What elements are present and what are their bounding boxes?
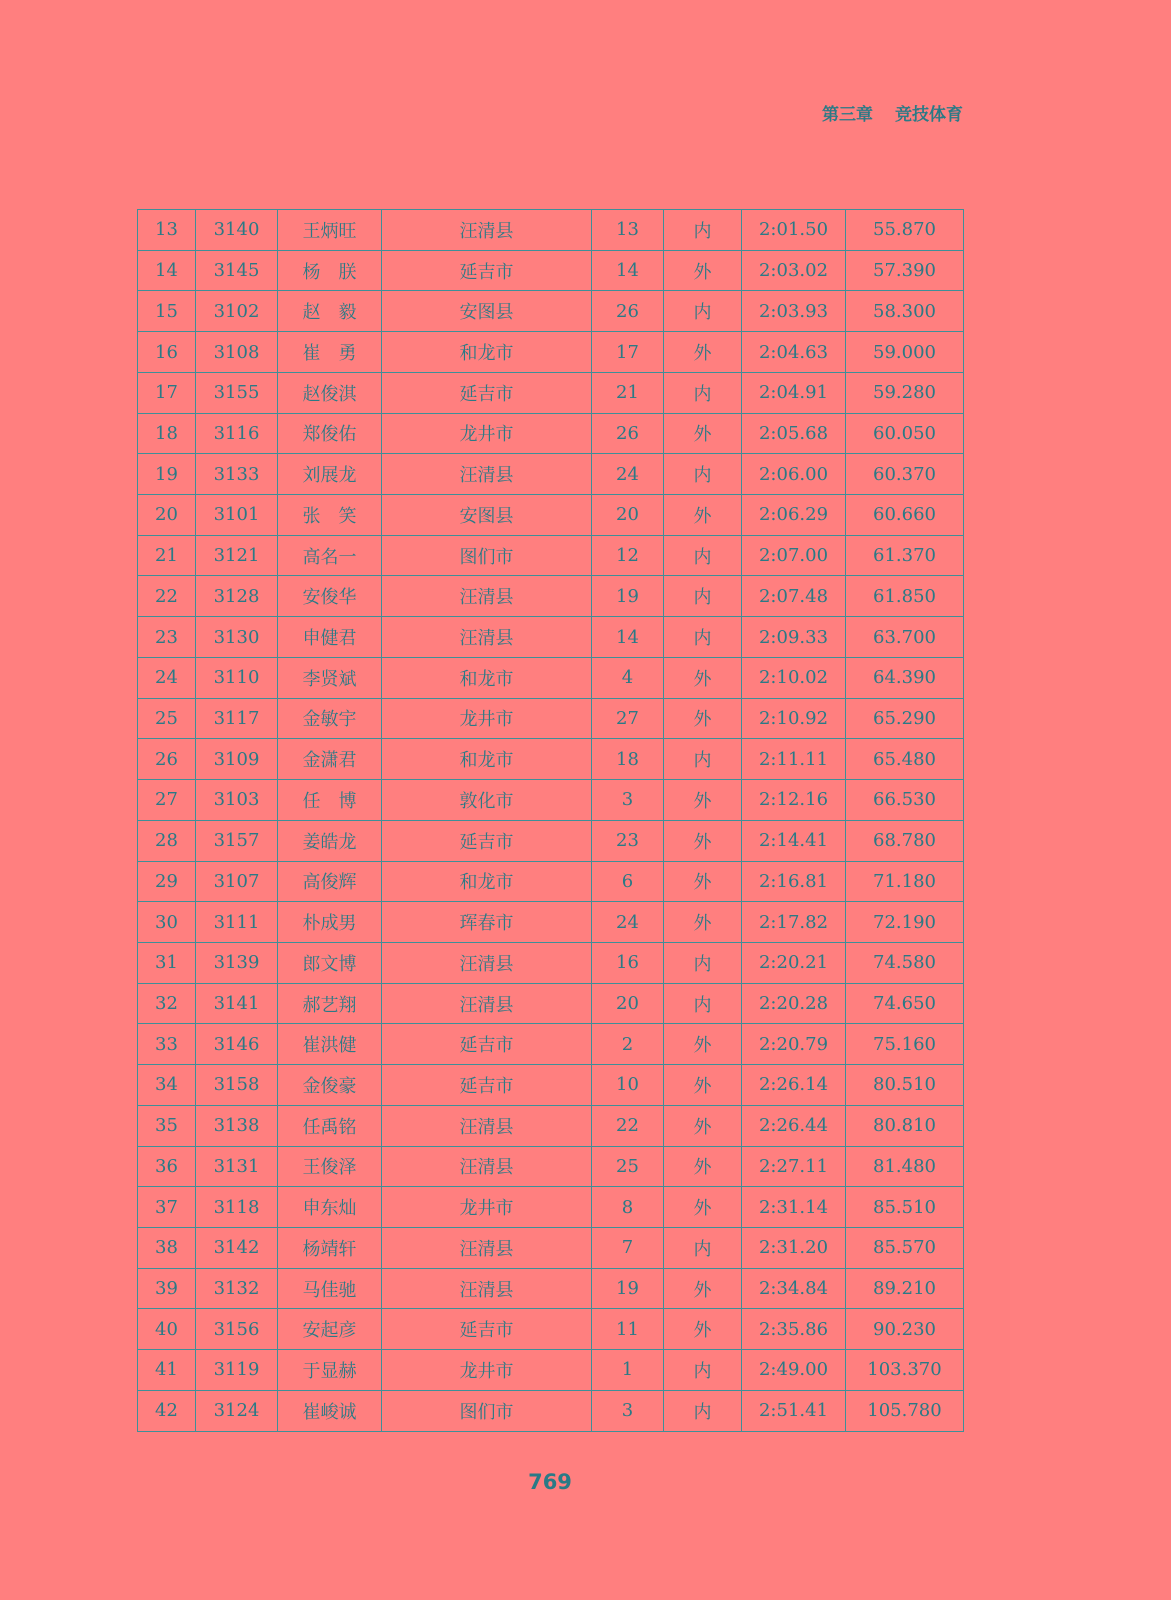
- table-row: [138, 413, 964, 454]
- track-cell: 外: [664, 657, 742, 698]
- time-cell: 2:14.41: [742, 820, 846, 861]
- lane-cell: 23: [592, 820, 664, 861]
- score-cell: 90.230: [846, 1309, 964, 1350]
- team-cell: 延吉市: [382, 1024, 592, 1065]
- team-cell: 汪清县: [382, 617, 592, 658]
- lane-cell: 13: [592, 210, 664, 251]
- time-cell: 2:27.11: [742, 1146, 846, 1187]
- track-cell: 内: [664, 576, 742, 617]
- track-cell: 外: [664, 495, 742, 536]
- table-row: [138, 902, 964, 943]
- bib-cell: 3119: [196, 1350, 278, 1391]
- rank-cell: 35: [138, 1105, 196, 1146]
- bib-cell: 3108: [196, 332, 278, 373]
- track-cell: 外: [664, 1024, 742, 1065]
- lane-cell: 12: [592, 535, 664, 576]
- track-cell: 内: [664, 210, 742, 251]
- table-row: [138, 1146, 964, 1187]
- lane-cell: 2: [592, 1024, 664, 1065]
- score-cell: 60.050: [846, 413, 964, 454]
- team-cell: 汪清县: [382, 983, 592, 1024]
- team-cell: 图们市: [382, 1390, 592, 1431]
- rank-cell: 32: [138, 983, 196, 1024]
- bib-cell: 3121: [196, 535, 278, 576]
- time-cell: 2:04.63: [742, 332, 846, 373]
- team-cell: 延吉市: [382, 1065, 592, 1106]
- score-cell: 85.570: [846, 1227, 964, 1268]
- table-row: [138, 1065, 964, 1106]
- score-cell: 80.810: [846, 1105, 964, 1146]
- track-cell: 外: [664, 332, 742, 373]
- name-cell: 高名一: [278, 535, 382, 576]
- table-row: [138, 495, 964, 536]
- table-row: [138, 576, 964, 617]
- table-row: [138, 291, 964, 332]
- name-cell: 朴成男: [278, 902, 382, 943]
- team-cell: 汪清县: [382, 1146, 592, 1187]
- team-cell: 延吉市: [382, 1309, 592, 1350]
- results-table: [137, 209, 964, 1432]
- name-cell: 金敏宇: [278, 698, 382, 739]
- bib-cell: 3156: [196, 1309, 278, 1350]
- lane-cell: 14: [592, 250, 664, 291]
- score-cell: 58.300: [846, 291, 964, 332]
- track-cell: 外: [664, 820, 742, 861]
- team-cell: 图们市: [382, 535, 592, 576]
- table-row: [138, 820, 964, 861]
- name-cell: 姜皓龙: [278, 820, 382, 861]
- score-cell: 81.480: [846, 1146, 964, 1187]
- rank-cell: 34: [138, 1065, 196, 1106]
- lane-cell: 3: [592, 1390, 664, 1431]
- team-cell: 延吉市: [382, 820, 592, 861]
- time-cell: 2:05.68: [742, 413, 846, 454]
- rank-cell: 36: [138, 1146, 196, 1187]
- time-cell: 2:03.02: [742, 250, 846, 291]
- time-cell: 2:20.28: [742, 983, 846, 1024]
- team-cell: 延吉市: [382, 250, 592, 291]
- team-cell: 延吉市: [382, 372, 592, 413]
- name-cell: 刘展龙: [278, 454, 382, 495]
- score-cell: 65.290: [846, 698, 964, 739]
- rank-cell: 25: [138, 698, 196, 739]
- bib-cell: 3131: [196, 1146, 278, 1187]
- score-cell: 71.180: [846, 861, 964, 902]
- bib-cell: 3128: [196, 576, 278, 617]
- team-cell: 汪清县: [382, 1105, 592, 1146]
- time-cell: 2:16.81: [742, 861, 846, 902]
- rank-cell: 16: [138, 332, 196, 373]
- rank-cell: 13: [138, 210, 196, 251]
- bib-cell: 3132: [196, 1268, 278, 1309]
- time-cell: 2:03.93: [742, 291, 846, 332]
- track-cell: 外: [664, 902, 742, 943]
- name-cell: 任 博: [278, 780, 382, 821]
- score-cell: 74.580: [846, 942, 964, 983]
- time-cell: 2:31.20: [742, 1227, 846, 1268]
- table-row: [138, 1187, 964, 1228]
- name-cell: 杨靖轩: [278, 1227, 382, 1268]
- bib-cell: 3133: [196, 454, 278, 495]
- time-cell: 2:06.00: [742, 454, 846, 495]
- name-cell: 郎文博: [278, 942, 382, 983]
- track-cell: 外: [664, 250, 742, 291]
- time-cell: 2:01.50: [742, 210, 846, 251]
- time-cell: 2:35.86: [742, 1309, 846, 1350]
- team-cell: 安图县: [382, 291, 592, 332]
- bib-cell: 3110: [196, 657, 278, 698]
- table-row: [138, 739, 964, 780]
- name-cell: 高俊辉: [278, 861, 382, 902]
- rank-cell: 15: [138, 291, 196, 332]
- score-cell: 72.190: [846, 902, 964, 943]
- score-cell: 65.480: [846, 739, 964, 780]
- score-cell: 55.870: [846, 210, 964, 251]
- score-cell: 60.370: [846, 454, 964, 495]
- lane-cell: 11: [592, 1309, 664, 1350]
- page-number: 769: [528, 1470, 572, 1494]
- time-cell: 2:51.41: [742, 1390, 846, 1431]
- section-label: 竞技体育: [895, 105, 963, 125]
- table-row: [138, 1105, 964, 1146]
- name-cell: 申东灿: [278, 1187, 382, 1228]
- team-cell: 汪清县: [382, 1227, 592, 1268]
- team-cell: 龙井市: [382, 698, 592, 739]
- team-cell: 珲春市: [382, 902, 592, 943]
- name-cell: 崔洪健: [278, 1024, 382, 1065]
- bib-cell: 3103: [196, 780, 278, 821]
- table-row: [138, 657, 964, 698]
- table-row: [138, 1024, 964, 1065]
- name-cell: 王炳旺: [278, 210, 382, 251]
- lane-cell: 16: [592, 942, 664, 983]
- time-cell: 2:17.82: [742, 902, 846, 943]
- bib-cell: 3109: [196, 739, 278, 780]
- team-cell: 汪清县: [382, 210, 592, 251]
- rank-cell: 40: [138, 1309, 196, 1350]
- time-cell: 2:20.79: [742, 1024, 846, 1065]
- name-cell: 郝艺翔: [278, 983, 382, 1024]
- bib-cell: 3107: [196, 861, 278, 902]
- lane-cell: 21: [592, 372, 664, 413]
- lane-cell: 8: [592, 1187, 664, 1228]
- track-cell: 内: [664, 1227, 742, 1268]
- bib-cell: 3158: [196, 1065, 278, 1106]
- time-cell: 2:10.02: [742, 657, 846, 698]
- lane-cell: 6: [592, 861, 664, 902]
- score-cell: 57.390: [846, 250, 964, 291]
- lane-cell: 7: [592, 1227, 664, 1268]
- time-cell: 2:31.14: [742, 1187, 846, 1228]
- results-table-body: [138, 210, 964, 1432]
- score-cell: 61.850: [846, 576, 964, 617]
- time-cell: 2:07.48: [742, 576, 846, 617]
- track-cell: 内: [664, 535, 742, 576]
- rank-cell: 30: [138, 902, 196, 943]
- rank-cell: 42: [138, 1390, 196, 1431]
- team-cell: 和龙市: [382, 332, 592, 373]
- track-cell: 外: [664, 1309, 742, 1350]
- bib-cell: 3140: [196, 210, 278, 251]
- team-cell: 敦化市: [382, 780, 592, 821]
- rank-cell: 20: [138, 495, 196, 536]
- score-cell: 59.000: [846, 332, 964, 373]
- team-cell: 和龙市: [382, 739, 592, 780]
- bib-cell: 3101: [196, 495, 278, 536]
- score-cell: 75.160: [846, 1024, 964, 1065]
- table-row: [138, 780, 964, 821]
- score-cell: 74.650: [846, 983, 964, 1024]
- time-cell: 2:26.14: [742, 1065, 846, 1106]
- track-cell: 内: [664, 372, 742, 413]
- lane-cell: 20: [592, 495, 664, 536]
- track-cell: 内: [664, 454, 742, 495]
- lane-cell: 22: [592, 1105, 664, 1146]
- track-cell: 内: [664, 983, 742, 1024]
- name-cell: 郑俊佑: [278, 413, 382, 454]
- track-cell: 内: [664, 291, 742, 332]
- lane-cell: 3: [592, 780, 664, 821]
- name-cell: 金潇君: [278, 739, 382, 780]
- rank-cell: 39: [138, 1268, 196, 1309]
- table-row: [138, 1350, 964, 1391]
- rank-cell: 29: [138, 861, 196, 902]
- lane-cell: 25: [592, 1146, 664, 1187]
- time-cell: 2:34.84: [742, 1268, 846, 1309]
- time-cell: 2:04.91: [742, 372, 846, 413]
- lane-cell: 10: [592, 1065, 664, 1106]
- lane-cell: 14: [592, 617, 664, 658]
- score-cell: 85.510: [846, 1187, 964, 1228]
- lane-cell: 19: [592, 576, 664, 617]
- rank-cell: 22: [138, 576, 196, 617]
- lane-cell: 24: [592, 902, 664, 943]
- score-cell: 103.370: [846, 1350, 964, 1391]
- track-cell: 外: [664, 413, 742, 454]
- team-cell: 汪清县: [382, 942, 592, 983]
- table-row: [138, 210, 964, 251]
- running-header: [822, 100, 963, 125]
- team-cell: 龙井市: [382, 413, 592, 454]
- rank-cell: 38: [138, 1227, 196, 1268]
- track-cell: 外: [664, 780, 742, 821]
- lane-cell: 4: [592, 657, 664, 698]
- score-cell: 60.660: [846, 495, 964, 536]
- bib-cell: 3142: [196, 1227, 278, 1268]
- name-cell: 申健君: [278, 617, 382, 658]
- track-cell: 外: [664, 1065, 742, 1106]
- table-row: [138, 861, 964, 902]
- table-row: [138, 454, 964, 495]
- name-cell: 赵俊淇: [278, 372, 382, 413]
- table-row: [138, 372, 964, 413]
- time-cell: 2:07.00: [742, 535, 846, 576]
- name-cell: 张 笑: [278, 495, 382, 536]
- bib-cell: 3155: [196, 372, 278, 413]
- score-cell: 64.390: [846, 657, 964, 698]
- name-cell: 安俊华: [278, 576, 382, 617]
- name-cell: 李贤斌: [278, 657, 382, 698]
- time-cell: 2:09.33: [742, 617, 846, 658]
- rank-cell: 26: [138, 739, 196, 780]
- team-cell: 和龙市: [382, 861, 592, 902]
- team-cell: 龙井市: [382, 1350, 592, 1391]
- score-cell: 80.510: [846, 1065, 964, 1106]
- bib-cell: 3146: [196, 1024, 278, 1065]
- time-cell: 2:10.92: [742, 698, 846, 739]
- bib-cell: 3139: [196, 942, 278, 983]
- score-cell: 66.530: [846, 780, 964, 821]
- lane-cell: 17: [592, 332, 664, 373]
- rank-cell: 17: [138, 372, 196, 413]
- bib-cell: 3111: [196, 902, 278, 943]
- track-cell: 内: [664, 942, 742, 983]
- team-cell: 汪清县: [382, 1268, 592, 1309]
- rank-cell: 31: [138, 942, 196, 983]
- time-cell: 2:11.11: [742, 739, 846, 780]
- track-cell: 外: [664, 1187, 742, 1228]
- rank-cell: 33: [138, 1024, 196, 1065]
- score-cell: 63.700: [846, 617, 964, 658]
- track-cell: 外: [664, 1268, 742, 1309]
- time-cell: 2:49.00: [742, 1350, 846, 1391]
- bib-cell: 3130: [196, 617, 278, 658]
- bib-cell: 3124: [196, 1390, 278, 1431]
- lane-cell: 26: [592, 413, 664, 454]
- team-cell: 安图县: [382, 495, 592, 536]
- track-cell: 外: [664, 861, 742, 902]
- name-cell: 于显赫: [278, 1350, 382, 1391]
- lane-cell: 27: [592, 698, 664, 739]
- bib-cell: 3118: [196, 1187, 278, 1228]
- bib-cell: 3138: [196, 1105, 278, 1146]
- name-cell: 马佳驰: [278, 1268, 382, 1309]
- rank-cell: 23: [138, 617, 196, 658]
- track-cell: 外: [664, 698, 742, 739]
- name-cell: 金俊豪: [278, 1065, 382, 1106]
- score-cell: 89.210: [846, 1268, 964, 1309]
- name-cell: 崔 勇: [278, 332, 382, 373]
- lane-cell: 19: [592, 1268, 664, 1309]
- name-cell: 崔峻诚: [278, 1390, 382, 1431]
- rank-cell: 27: [138, 780, 196, 821]
- name-cell: 赵 毅: [278, 291, 382, 332]
- lane-cell: 20: [592, 983, 664, 1024]
- time-cell: 2:06.29: [742, 495, 846, 536]
- rank-cell: 14: [138, 250, 196, 291]
- lane-cell: 18: [592, 739, 664, 780]
- rank-cell: 41: [138, 1350, 196, 1391]
- track-cell: 内: [664, 1390, 742, 1431]
- bib-cell: 3157: [196, 820, 278, 861]
- table-row: [138, 983, 964, 1024]
- name-cell: 安起彦: [278, 1309, 382, 1350]
- score-cell: 61.370: [846, 535, 964, 576]
- track-cell: 内: [664, 739, 742, 780]
- track-cell: 外: [664, 1146, 742, 1187]
- table-row: [138, 1227, 964, 1268]
- rank-cell: 24: [138, 657, 196, 698]
- time-cell: 2:26.44: [742, 1105, 846, 1146]
- rank-cell: 28: [138, 820, 196, 861]
- track-cell: 内: [664, 1350, 742, 1391]
- rank-cell: 18: [138, 413, 196, 454]
- track-cell: 内: [664, 617, 742, 658]
- rank-cell: 37: [138, 1187, 196, 1228]
- lane-cell: 1: [592, 1350, 664, 1391]
- team-cell: 龙井市: [382, 1187, 592, 1228]
- bib-cell: 3141: [196, 983, 278, 1024]
- bib-cell: 3145: [196, 250, 278, 291]
- team-cell: 汪清县: [382, 576, 592, 617]
- rank-cell: 21: [138, 535, 196, 576]
- score-cell: 68.780: [846, 820, 964, 861]
- score-cell: 105.780: [846, 1390, 964, 1431]
- team-cell: 汪清县: [382, 454, 592, 495]
- chapter-label: 第三章: [822, 105, 873, 125]
- table-row: [138, 1390, 964, 1431]
- time-cell: 2:20.21: [742, 942, 846, 983]
- table-row: [138, 1268, 964, 1309]
- table-row: [138, 1309, 964, 1350]
- name-cell: 任禹铭: [278, 1105, 382, 1146]
- lane-cell: 26: [592, 291, 664, 332]
- lane-cell: 24: [592, 454, 664, 495]
- table-row: [138, 332, 964, 373]
- table-row: [138, 250, 964, 291]
- table-row: [138, 698, 964, 739]
- team-cell: 和龙市: [382, 657, 592, 698]
- bib-cell: 3116: [196, 413, 278, 454]
- score-cell: 59.280: [846, 372, 964, 413]
- bib-cell: 3102: [196, 291, 278, 332]
- name-cell: 王俊泽: [278, 1146, 382, 1187]
- track-cell: 外: [664, 1105, 742, 1146]
- time-cell: 2:12.16: [742, 780, 846, 821]
- bib-cell: 3117: [196, 698, 278, 739]
- table-row: [138, 617, 964, 658]
- rank-cell: 19: [138, 454, 196, 495]
- name-cell: 杨 朕: [278, 250, 382, 291]
- table-row: [138, 535, 964, 576]
- table-row: [138, 942, 964, 983]
